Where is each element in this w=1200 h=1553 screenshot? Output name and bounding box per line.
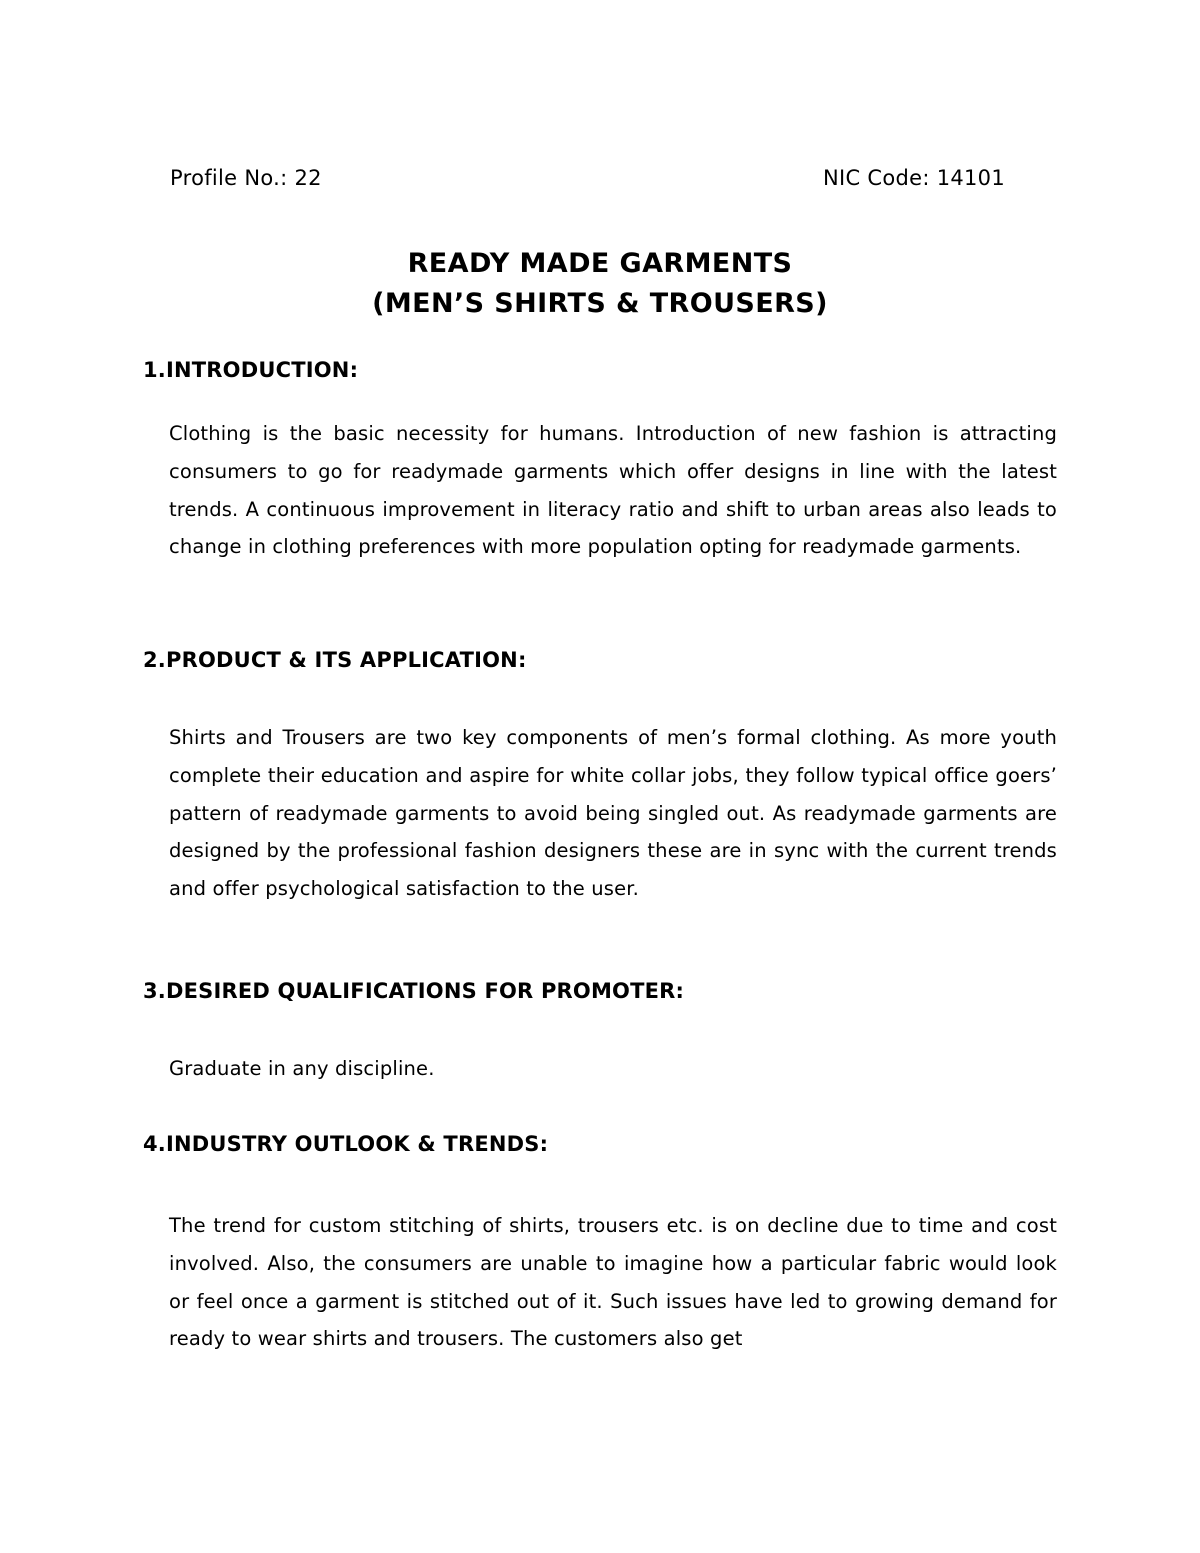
section-heading-qualifications: 3.DESIRED QUALIFICATIONS FOR PROMOTER:	[143, 979, 685, 1003]
section-heading-industry-outlook: 4.INDUSTRY OUTLOOK & TRENDS:	[143, 1132, 549, 1156]
document-title: READY MADE GARMENTS	[407, 248, 793, 279]
section-body-qualifications: Graduate in any discipline.	[169, 1057, 435, 1080]
section-heading-introduction: 1.INTRODUCTION:	[143, 358, 359, 382]
section-body-introduction: Clothing is the basic necessity for humans. Introduction of new fashion is attracting consumers to go for readymade garments which offer designs in line with the latest trends. A continuous improvement in literacy ratio and shift to urban areas also leads to change in clothing preferences with more population opting for readymade garments.	[169, 422, 1057, 559]
nic-code: NIC Code: 14101	[822, 166, 1005, 190]
section-heading-product-application: 2.PRODUCT & ITS APPLICATION:	[143, 648, 527, 672]
section-body-product-application: Shirts and Trousers are two key components of men’s formal clothing. As more youth complete their education and aspire for white collar jobs, they follow typical office goers’ pattern of readymade garments to avoid being singled out. As readymade garments are designed by the professional fashion designers these are in sync with the current trends and offer psychological satisfaction to the user.	[169, 726, 1057, 901]
document-header	[170, 166, 1005, 198]
document-subtitle: (MEN’S SHIRTS & TROUSERS)	[372, 288, 828, 319]
section-body-industry-outlook: The trend for custom stitching of shirts, trousers etc. is on decline due to time and cost involved. Also, the consumers are unable to imagine how a particular fabric would look or feel once a garment is stitched out of it. Such issues have led to growing demand for ready to wear shirts and trousers. The customers also get	[169, 1214, 1057, 1351]
profile-number: Profile No.: 22	[170, 166, 322, 190]
